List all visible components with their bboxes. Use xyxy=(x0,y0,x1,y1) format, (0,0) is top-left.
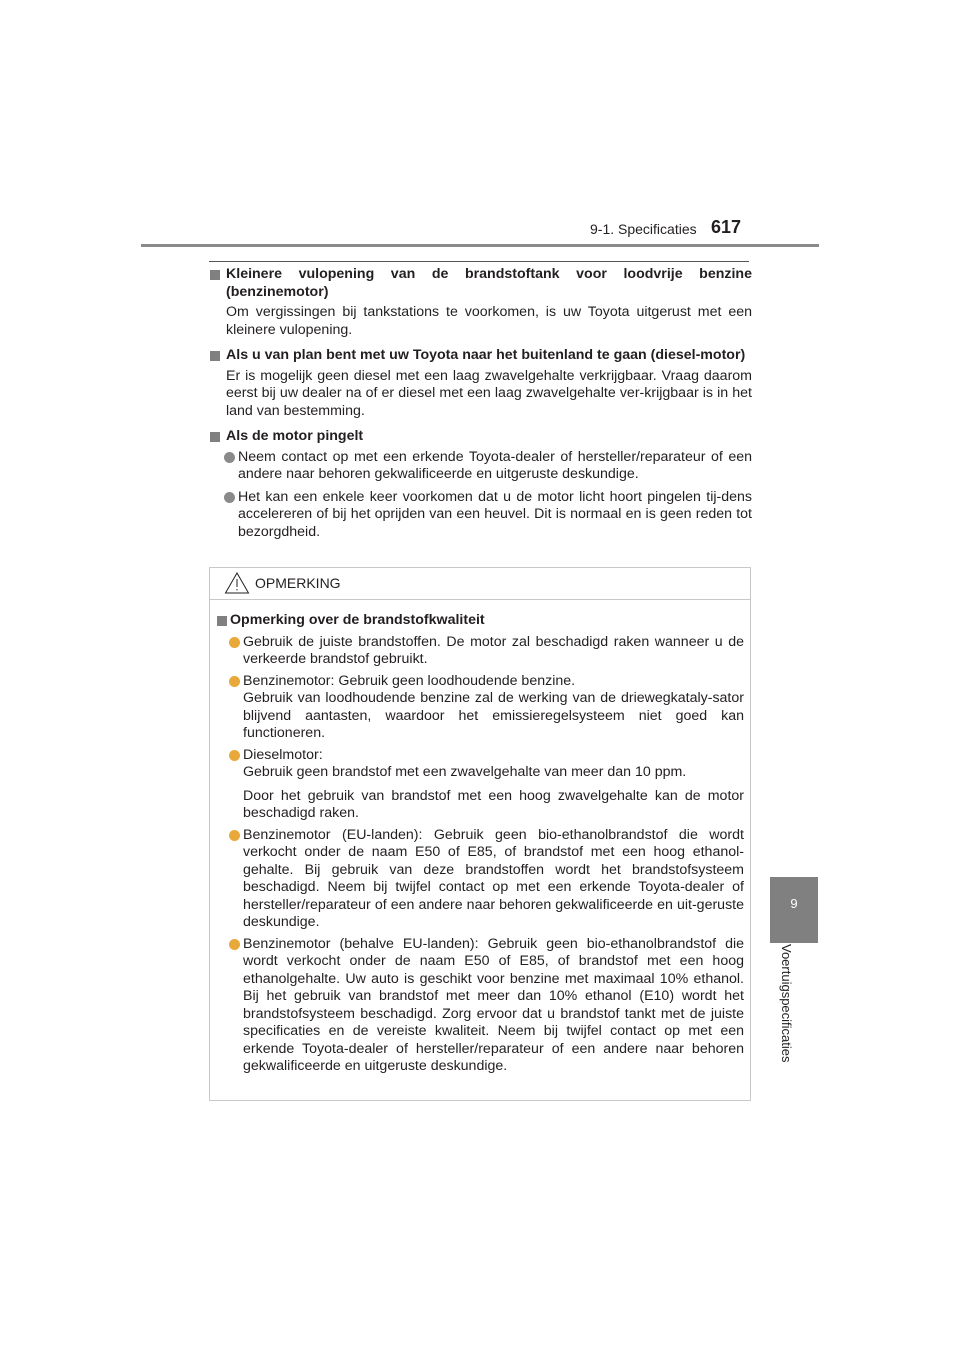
list-item xyxy=(217,827,744,932)
bullet-dot-icon xyxy=(229,830,240,841)
notice-heading-text: Opmerking over de brandstofkwaliteit xyxy=(230,612,485,628)
section-heading xyxy=(210,428,752,446)
list-item xyxy=(210,489,752,542)
bullet-dot-icon xyxy=(224,492,235,503)
section-heading xyxy=(210,266,752,301)
section-rule xyxy=(209,261,749,262)
square-bullet-icon xyxy=(217,616,227,626)
list-item-text: Gebruik de juiste brandstoffen. De motor zal beschadigd raken wanneer u de verkeerde brandstof gebruikt. xyxy=(243,633,744,667)
chapter-tab-label xyxy=(779,944,804,1084)
section-heading-text: Als u van plan bent met uw Toyota naar het buitenland te gaan (diesel-motor) xyxy=(226,347,746,363)
section-text: Om vergissingen bij tankstations te voorkomen, is uw Toyota uitgerust met een kleinere vulopening. xyxy=(226,304,752,338)
section-text: Er is mogelijk geen diesel met een laag zwavelgehalte verkrijgbaar. Vraag daarom eerst bij uw dealer na of er diesel met een laag zwavelgehalte ver-krijgbaar is in het land van bestemming. xyxy=(226,367,752,419)
square-bullet-icon xyxy=(210,270,220,280)
list-item-text: Het kan een enkele keer voorkomen dat u de motor licht hoort pingelen tij-dens accelereren of bij het oprijden van een heuvel. Dit is normaal en is geen reden tot bezorgdheid. xyxy=(238,488,752,540)
list-item xyxy=(210,449,752,484)
bullet-dot-icon xyxy=(229,939,240,950)
notice-header xyxy=(210,568,750,600)
section-heading-text: Als de motor pingelt xyxy=(226,428,364,444)
bullet-dot-icon xyxy=(229,676,240,687)
list-item-text: Benzinemotor: Gebruik geen loodhoudende benzine. xyxy=(243,672,576,689)
list-item xyxy=(217,634,744,669)
notice-box xyxy=(209,567,751,1101)
bullet-dot-icon xyxy=(224,452,235,463)
list-item-subtext: Gebruik van loodhoudende benzine zal de werking van de driewegkataly-sator blijvend aantasten, waardoor het emissieregelsysteem niet goed kan functioneren. xyxy=(243,690,744,741)
list-item-text: Neem contact op met een erkende Toyota-dealer of hersteller/reparateur of een andere naar behoren gekwalificeerde en uitgeruste deskundige. xyxy=(238,448,752,482)
list-item xyxy=(217,673,744,743)
list-item-text: Dieselmotor: xyxy=(243,746,323,763)
list-item-text: Benzinemotor (EU-landen): Gebruik geen bio-ethanolbrandstof die wordt verkocht onder de naam E50 of E85, of brandstof met een hoog ethanol-gehalte. Bij gebruik van deze brandstoffen wordt het brandstofsysteem beschadigd. Neem bij twijfel contact op met een erkende Toyota-dealer of hersteller/reparateur of een andere naar behoren gekwalificeerde en uit-geruste deskundige. xyxy=(243,826,744,930)
list-item xyxy=(217,936,744,1076)
warning-triangle-icon xyxy=(224,571,250,595)
page-number: 617 xyxy=(711,217,742,237)
list-item xyxy=(217,747,744,782)
notice-title: OPMERKING xyxy=(255,575,341,591)
square-bullet-icon xyxy=(210,432,220,442)
list-item-text: Benzinemotor (behalve EU-landen): Gebruik geen bio-ethanolbrandstof die wordt verkocht onder de naam E50 of E85, of brandstof met een hoog ethanolgehalte. Uw auto is geschikt voor benzine met maximaal 10% ethanol. Bij het gebruik van brandstof met meer dan 10% ethanol (E10) wordt het brandstofsysteem beschadigd. Zorg ervoor dat u brandstof tankt met de juiste specificaties en de vereiste kwaliteit. Neem bij twijfel contact op met een erkende Toyota-dealer of hersteller/reparateur of een andere naar behoren gekwalificeerde en uitgeruste deskundige. xyxy=(243,935,744,1074)
square-bullet-icon xyxy=(210,351,220,361)
header-rule xyxy=(141,244,819,247)
list-item-subtext: Gebruik geen brandstof met een zwavelgehalte van meer dan 10 ppm. xyxy=(243,764,687,780)
bullet-dot-icon xyxy=(229,750,240,761)
section-heading-text: Kleinere vulopening van de brandstoftank voor loodvrije benzine (benzinemotor) xyxy=(226,266,752,300)
main-content xyxy=(210,266,752,541)
list-item-note: Door het gebruik van brandstof met een hoog zwavelgehalte kan de motor beschadigd raken. xyxy=(243,787,744,821)
bullet-dot-icon xyxy=(229,637,240,648)
section-heading xyxy=(210,347,752,365)
section-title: 9-1. Specificaties xyxy=(590,221,697,237)
chapter-tab-label-text: Voertuigspecificaties xyxy=(779,944,794,1063)
notice-heading xyxy=(217,612,744,630)
chapter-tab-number: 9 xyxy=(790,896,798,911)
notice-body xyxy=(217,612,744,1080)
